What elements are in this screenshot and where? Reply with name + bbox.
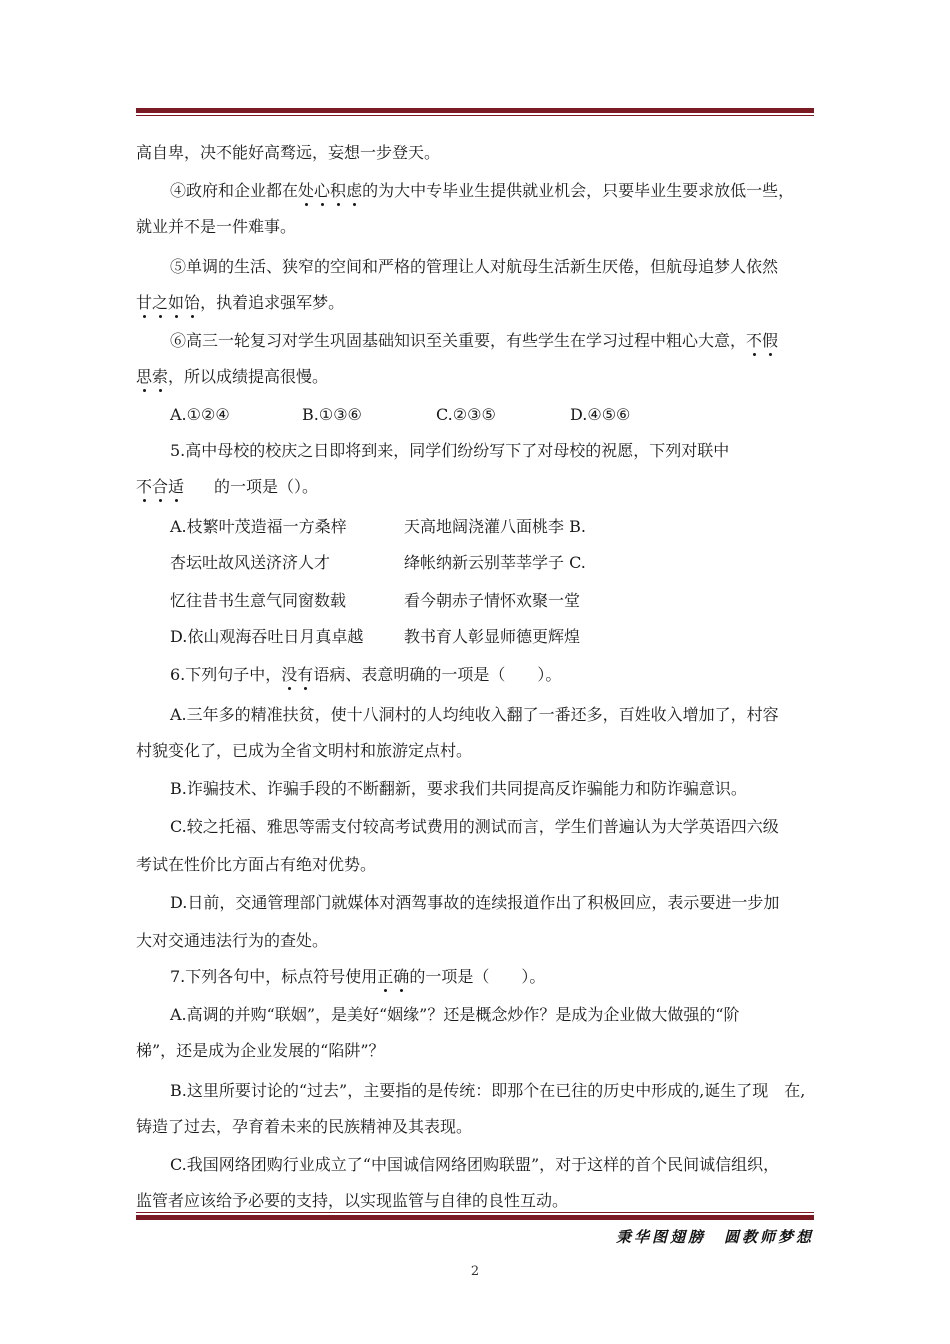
q5-row1-right: 天高地阔浇灌八面桃李 B. (404, 517, 586, 536)
q4-statement-4-cont: 就业并不是一件难事。 (136, 217, 297, 236)
q4-statement-4: ④政府和企业都在处心积虑的为大中专毕业生提供就业机会，只要毕业生要求放低一些， (170, 181, 795, 200)
q7-stem: 7.下列各句中，标点符号使用正确的一项是（ ）。 (170, 967, 546, 986)
q7-option-b: B.这里所要讨论的“过去”，主要指的是传统：即那个在已往的历史中形成的,诞生了现 在, (170, 1081, 806, 1100)
q5-row1-left: A.枝繁叶茂造福一方桑梓 (170, 517, 347, 536)
q6-option-d: D.日前，交通管理部门就媒体对酒驾事故的连续报道作出了积极回应，表示要进一步加 (170, 893, 780, 912)
q7-option-a-cont: 梯”，还是成为企业发展的“陷阱”？ (136, 1041, 385, 1060)
q5-row3-left: 忆往昔书生意气同窗数载 (170, 591, 347, 610)
q6-option-c-cont: 考试在性价比方面占有绝对优势。 (136, 855, 377, 874)
q5-row2-left: 杏坛吐故风送济济人才 (170, 553, 331, 572)
q7-option-b-cont: 铸造了过去，孕育着未来的民族精神及其表现。 (136, 1117, 473, 1136)
q6-stem: 6.下列句子中，没有语病、表意明确的一项是（ ）。 (170, 665, 562, 684)
q4-option-d: D.④⑤⑥ (570, 405, 631, 424)
footer-rule (136, 1212, 814, 1220)
q5-row3-right: 看今朝赤子情怀欢聚一堂 (404, 591, 581, 610)
q4-option-b: B.①③⑥ (302, 405, 362, 424)
footer-slogan: 秉华图翅膀 圆教师梦想 (615, 1228, 814, 1246)
q6-option-c: C.较之托福、雅思等需支付较高考试费用的测试而言，学生们普遍认为大学英语四六级 (170, 817, 779, 836)
q6-option-d-cont: 大对交通违法行为的查处。 (136, 931, 329, 950)
q7-option-c: C.我国网络团购行业成立了“中国诚信网络团购联盟”，对于这样的首个民间诚信组织， (170, 1155, 780, 1174)
q4-continuation: 高自卑，决不能好高骛远，妄想一步登天。 (136, 143, 441, 162)
q7-option-a: A.高调的并购“联姻”，是美好“姻缘”？还是概念炒作？是成为企业做大做强的“阶 (170, 1005, 740, 1024)
q5-row4-left: D.依山观海吞吐日月真卓越 (170, 627, 364, 646)
q6-option-a-cont: 村貌变化了，已成为全省文明村和旅游定点村。 (136, 741, 473, 760)
q5-stem-end: 不合适 的一项是（）。 (136, 477, 319, 496)
page-number: 2 (470, 1264, 480, 1279)
q4-option-c: C.②③⑤ (436, 405, 496, 424)
q4-statement-6: ⑥高三一轮复习对学生巩固基础知识至关重要，有些学生在学习过程中粗心大意，不假 (170, 331, 779, 350)
q5-stem: 5.高中母校的校庆之日即将到来，同学们纷纷写下了对母校的祝愿，下列对联中 (170, 441, 730, 460)
q4-statement-5-cont: 甘之如饴，执着追求强军梦。 (136, 293, 345, 312)
q6-option-a: A.三年多的精准扶贫，使十八洞村的人均纯收入翻了一番还多，百姓收入增加了，村容 (170, 705, 779, 724)
q4-option-a: A.①②④ (170, 405, 230, 424)
header-rule (136, 108, 814, 116)
q5-row2-right: 绛帐纳新云别莘莘学子 C. (404, 553, 586, 572)
q7-option-c-cont: 监管者应该给予必要的支持，以实现监管与自律的良性互动。 (136, 1191, 569, 1210)
q4-statement-6-cont: 思索，所以成绩提高很慢。 (136, 367, 329, 386)
q4-statement-5: ⑤单调的生活、狭窄的空间和严格的管理让人对航母生活新生厌倦，但航母追梦人依然 (170, 257, 779, 276)
q5-row4-right: 教书育人彰显师德更辉煌 (404, 627, 581, 646)
q6-option-b: B.诈骗技术、诈骗手段的不断翻新，要求我们共同提高反诈骗能力和防诈骗意识。 (170, 779, 747, 798)
